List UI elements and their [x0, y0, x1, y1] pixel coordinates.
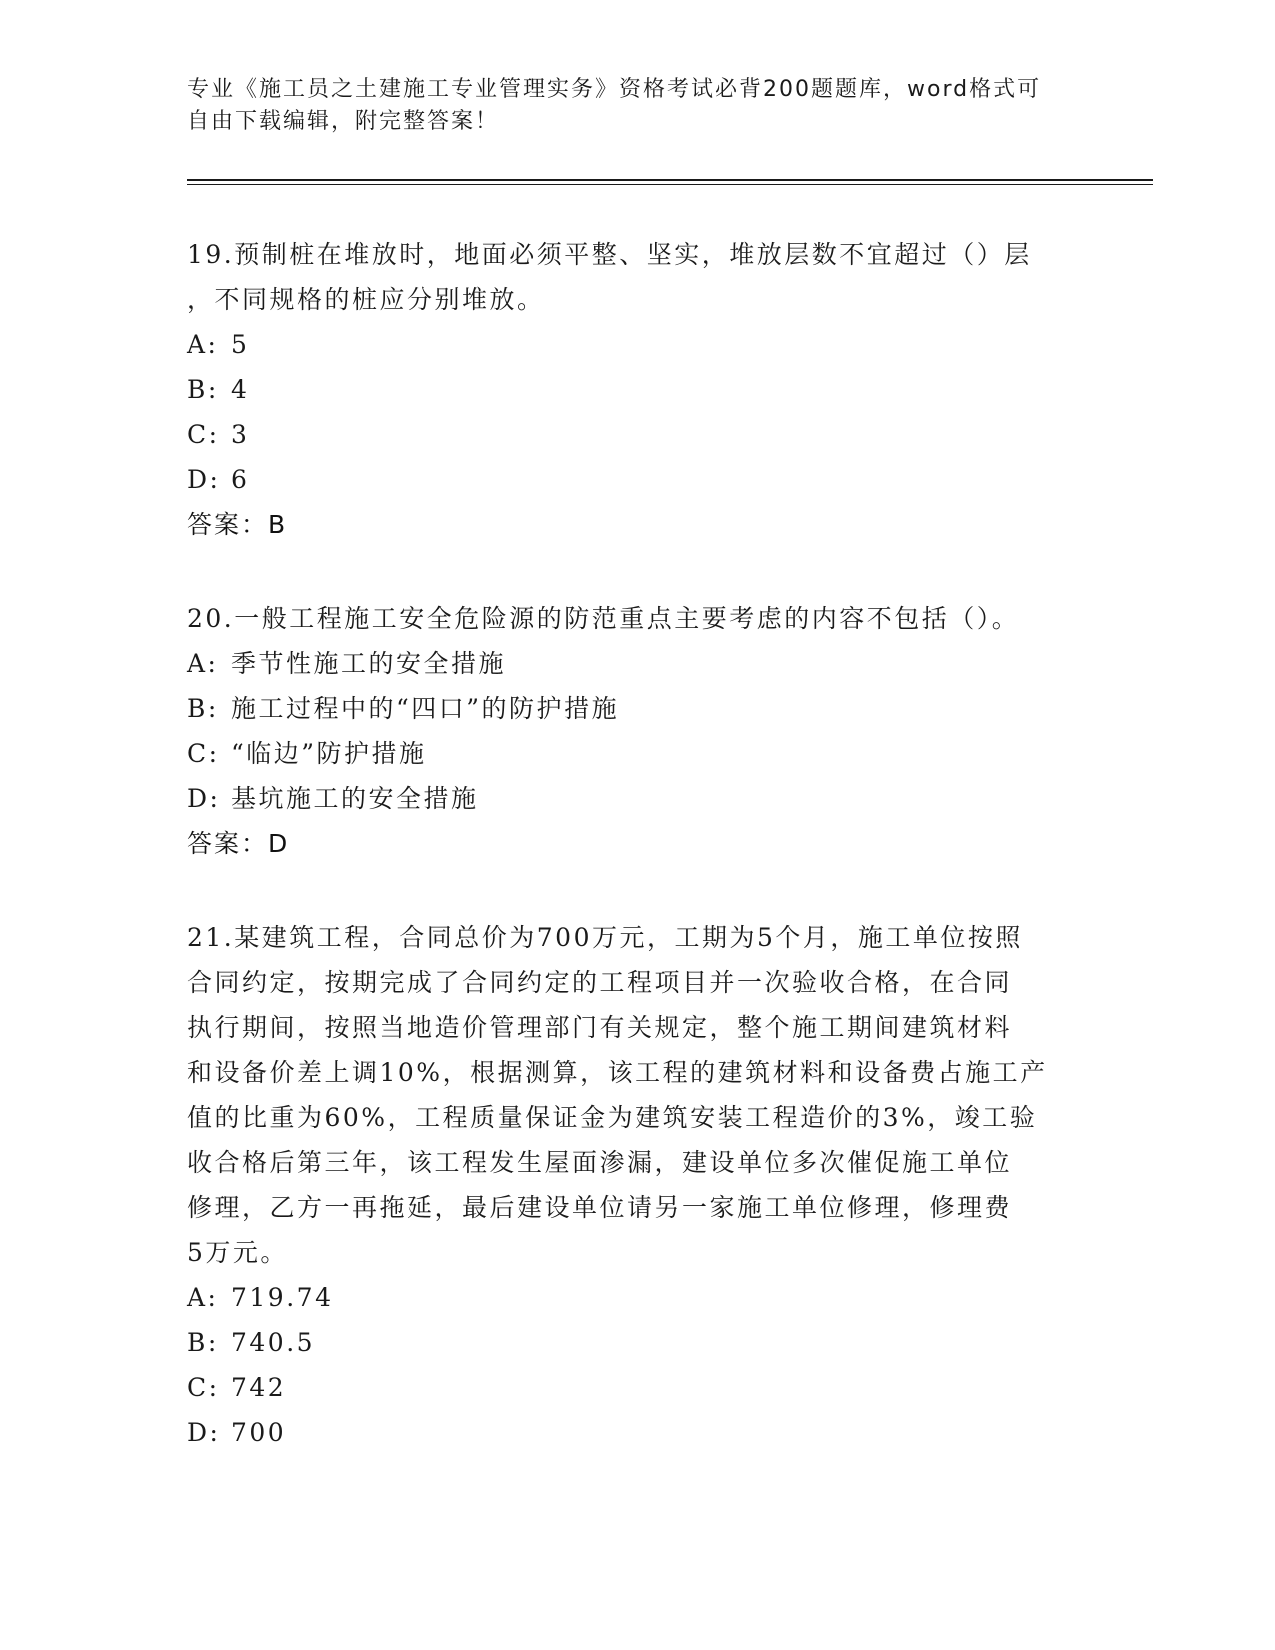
option-d — [187, 776, 1087, 821]
option-b — [187, 686, 1087, 731]
document-header — [187, 74, 1087, 138]
option-b — [187, 367, 1087, 412]
option-text: 740.5 — [231, 1328, 316, 1357]
option-letter: B: — [187, 375, 219, 404]
option-text: 742 — [231, 1373, 287, 1402]
option-letter: A: — [187, 649, 219, 678]
answer-line: 答案：D — [187, 829, 290, 858]
option-text: 5 — [231, 330, 250, 359]
question-text-line: 20.一般工程施工安全危险源的防范重点主要考虑的内容不包括（）。 — [187, 604, 1020, 633]
option-d — [187, 457, 1087, 502]
option-text: “临边”防护措施 — [231, 739, 427, 768]
question-20 — [187, 596, 1087, 866]
question-text-line: 收合格后第三年，该工程发生屋面渗漏，建设单位多次催促施工单位 — [187, 1148, 1013, 1177]
option-b — [187, 1320, 1087, 1365]
question-text-line: 值的比重为60%，工程质量保证金为建筑安装工程造价的3%，竣工验 — [187, 1103, 1038, 1132]
option-a — [187, 641, 1087, 686]
question-text-line: 修理，乙方一再拖延，最后建设单位请另一家施工单位修理，修理费 — [187, 1193, 1013, 1222]
option-letter: C: — [187, 420, 220, 449]
option-c — [187, 731, 1087, 776]
option-letter: C: — [187, 739, 220, 768]
option-a — [187, 322, 1087, 367]
header-title-line-1: 专业《施工员之土建施工专业管理实务》资格考试必背200题题库，word格式可 — [187, 77, 1042, 102]
answer-line: 答案：B — [187, 510, 288, 539]
header-divider-thin — [187, 184, 1153, 185]
option-letter: D: — [187, 1418, 221, 1447]
option-text: 6 — [231, 465, 250, 494]
question-21 — [187, 915, 1087, 1455]
option-letter: D: — [187, 465, 221, 494]
option-text: 基坑施工的安全措施 — [231, 784, 479, 813]
question-text-line: 合同约定，按期完成了合同约定的工程项目并一次验收合格，在合同 — [187, 968, 1013, 997]
question-text-line: 19.预制桩在堆放时，地面必须平整、坚实，堆放层数不宜超过（）层 — [187, 240, 1032, 269]
option-text: 700 — [231, 1418, 287, 1447]
option-text: 施工过程中的“四口”的防护措施 — [231, 694, 620, 723]
question-text-line: 21.某建筑工程，合同总价为700万元，工期为5个月，施工单位按照 — [187, 923, 1023, 952]
option-text: 719.74 — [231, 1283, 334, 1312]
header-divider-thick — [187, 179, 1153, 181]
option-letter: D: — [187, 784, 221, 813]
question-text-line: 执行期间，按照当地造价管理部门有关规定，整个施工期间建筑材料 — [187, 1013, 1013, 1042]
option-letter: B: — [187, 694, 219, 723]
option-a — [187, 1275, 1087, 1320]
option-text: 3 — [231, 420, 250, 449]
option-c — [187, 1365, 1087, 1410]
option-d — [187, 1410, 1087, 1455]
question-text-line: 5万元。 — [187, 1238, 288, 1267]
option-letter: A: — [187, 1283, 219, 1312]
question-text-line: 和设备价差上调10%，根据测算，该工程的建筑材料和设备费占施工产 — [187, 1058, 1048, 1087]
option-text: 季节性施工的安全措施 — [231, 649, 507, 678]
option-c — [187, 412, 1087, 457]
header-title-line-2: 自由下载编辑，附完整答案！ — [187, 109, 500, 134]
option-letter: A: — [187, 330, 219, 359]
question-19 — [187, 232, 1087, 547]
option-letter: C: — [187, 1373, 220, 1402]
question-text-line: ，不同规格的桩应分别堆放。 — [187, 285, 545, 314]
option-text: 4 — [231, 375, 250, 404]
option-letter: B: — [187, 1328, 219, 1357]
